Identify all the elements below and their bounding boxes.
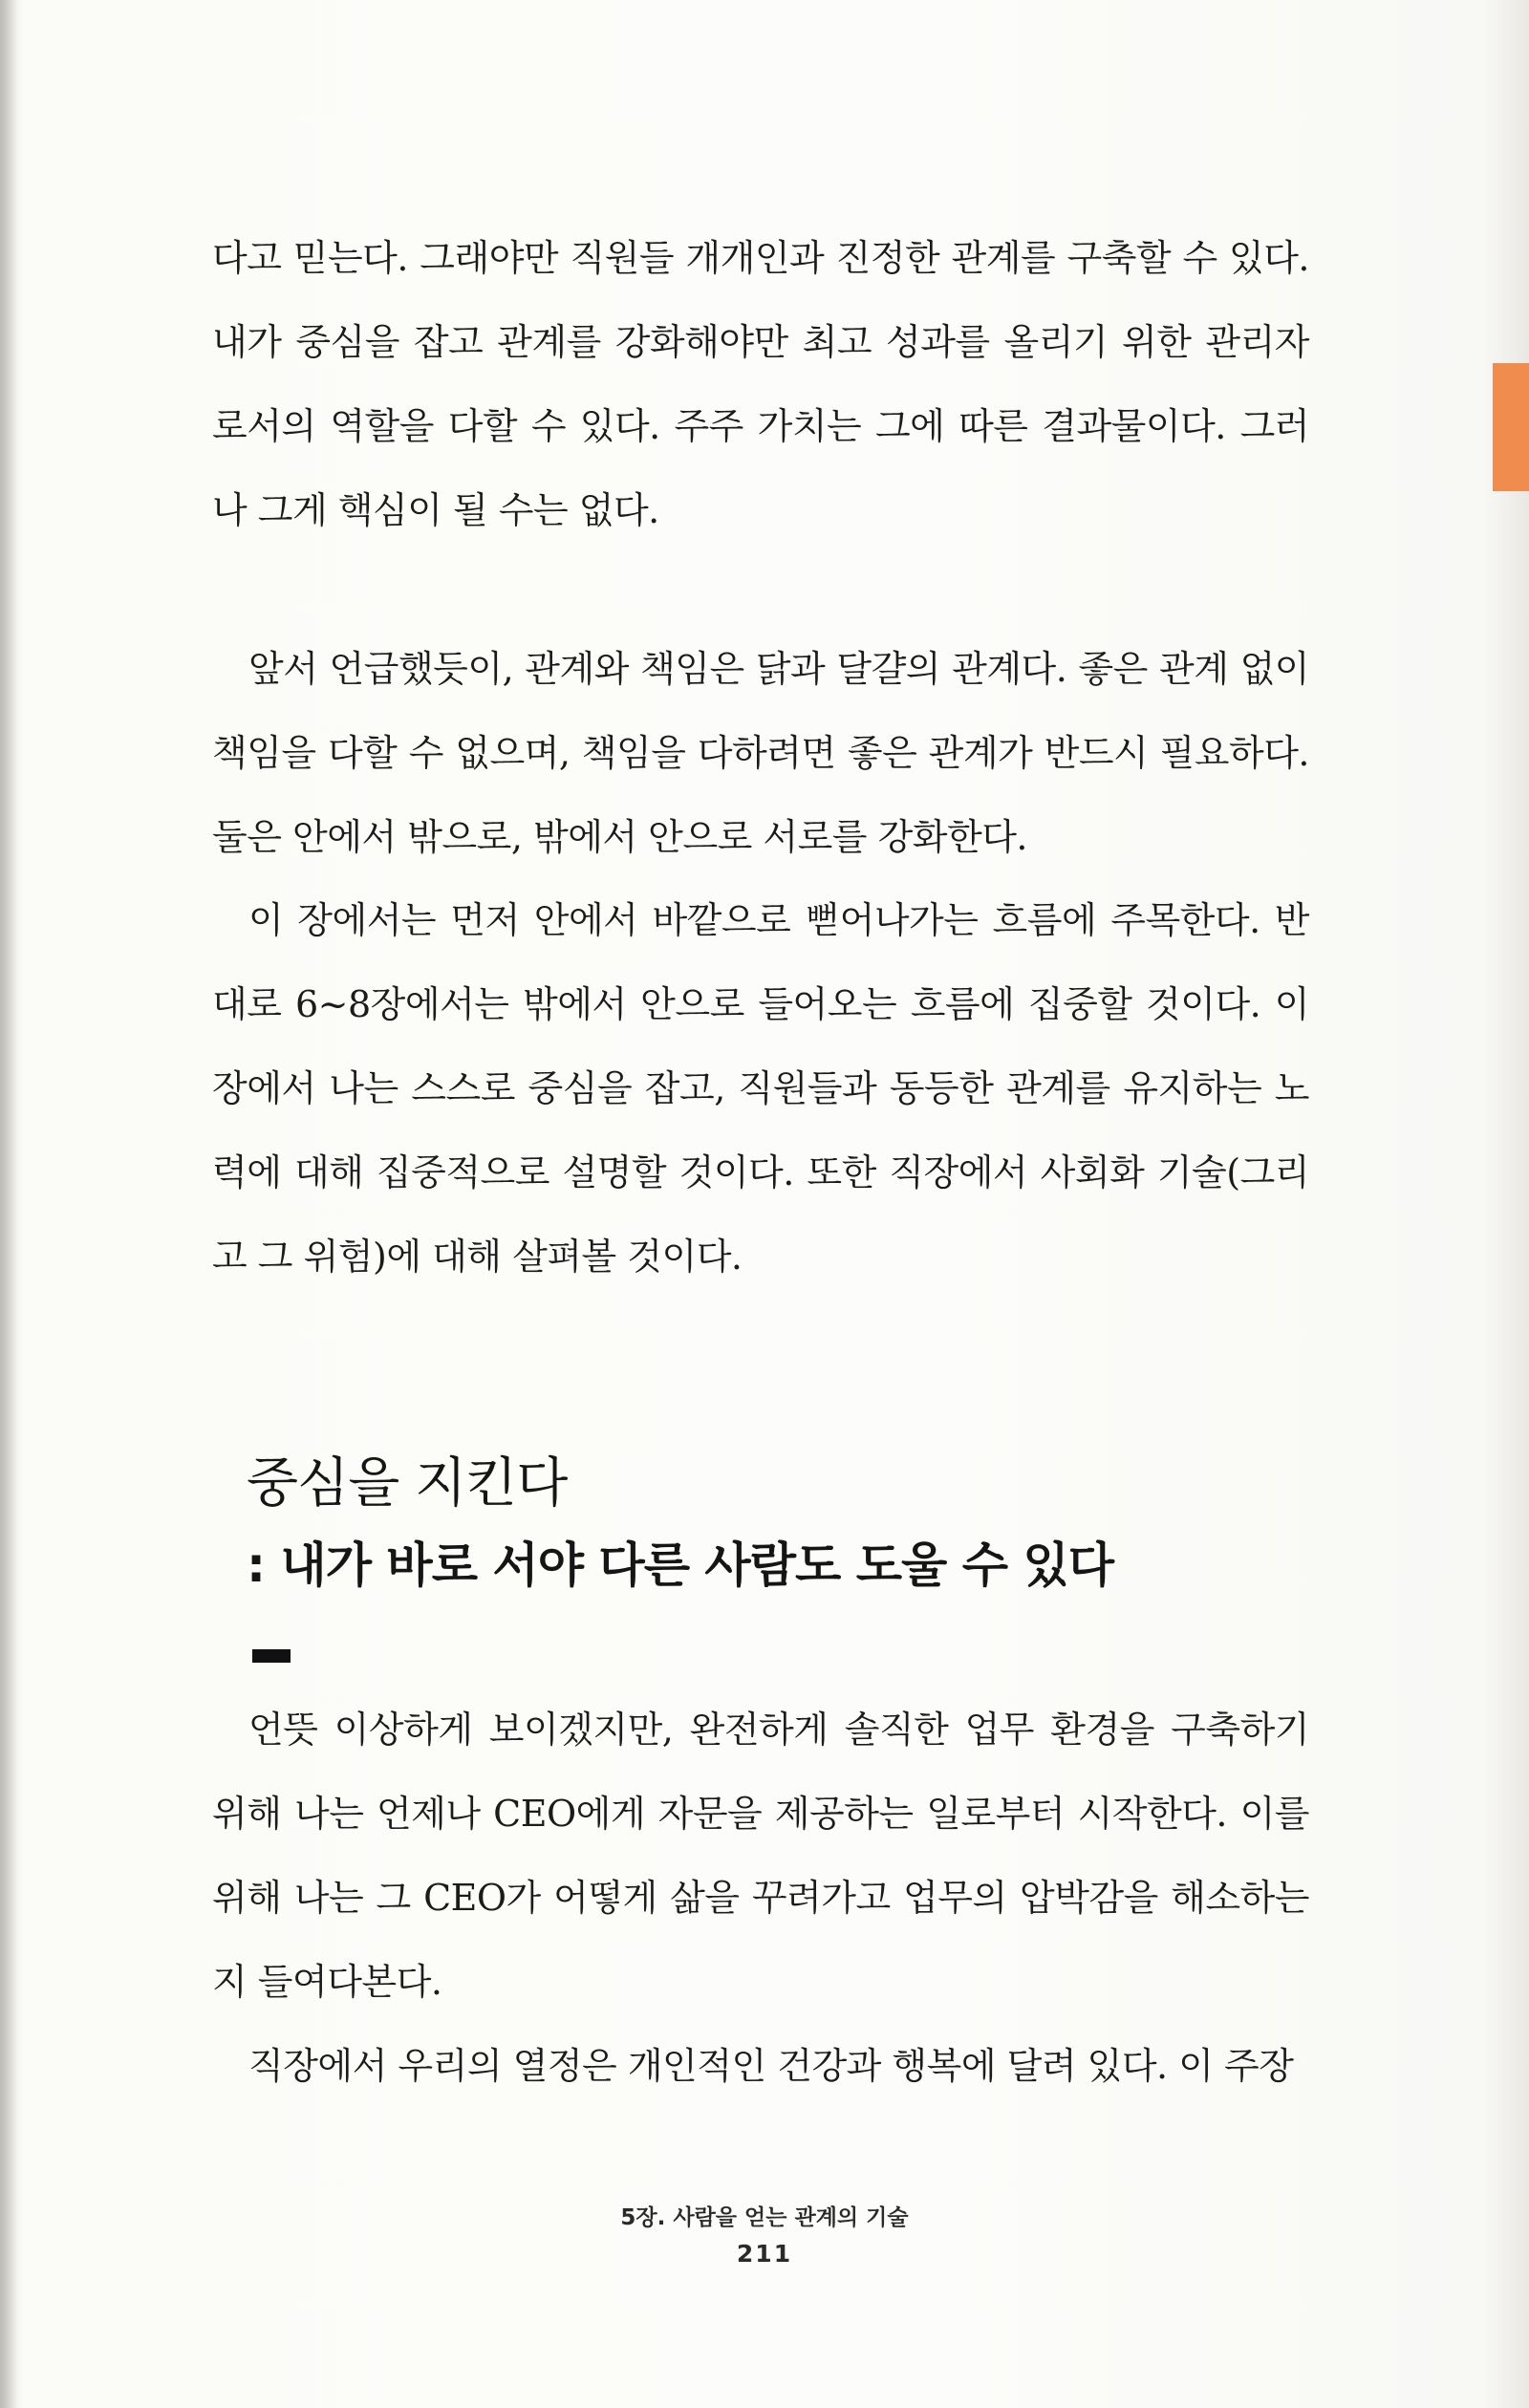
body-paragraph-4: 언뜻 이상하게 보이겠지만, 완전하게 솔직한 업무 환경을 구축하기 위해 나는 언제나 CEO에게 자문을 제공하는 일로부터 시작한다. 이를 위해 나는 그 CEO가 어떻게 삶을 꾸려가고 업무의 압박감을 해소하는지 들여다본다.	[212, 1709, 1309, 2003]
body-paragraph-2: 앞서 언급했듯이, 관계와 책임은 닭과 달걀의 관계다. 좋은 관계 없이 책임을 다할 수 없으며, 책임을 다하려면 좋은 관계가 반드시 필요하다. 둘은 안에서 밖으로, 밖에서 안으로 서로를 강화한다.	[212, 648, 1309, 858]
section-divider-bar	[252, 1649, 291, 1663]
page-number: 211	[736, 2240, 793, 2268]
running-footer-chapter-title: 5장. 사람을 얻는 관계의 기술	[620, 2205, 909, 2230]
body-paragraph-3: 이 장에서는 먼저 안에서 바깥으로 뻗어나가는 흐름에 주목한다. 반대로 6~8장에서는 밖에서 안으로 들어오는 흐름에 집중할 것이다. 이 장에서 나는 스스로 중심을 잡고, 직원들과 동등한 관계를 유지하는 노력에 대해 집중적으로 설명할 것이다. 또한 직장에서 사회화 기술(그리고 그 위험)에 대해 살펴볼 것이다.	[212, 899, 1309, 1278]
body-paragraph-5: 직장에서 우리의 열정은 개인적인 건강과 행복에 달려 있다. 이 주장	[248, 2045, 1294, 2087]
section-title: 중심을 지킨다	[247, 1452, 568, 1515]
chapter-thumb-tab	[1493, 363, 1529, 491]
binding-gutter-shadow	[0, 0, 17, 2408]
body-paragraph-1: 다고 믿는다. 그래야만 직원들 개개인과 진정한 관계를 구축할 수 있다. 내가 중심을 잡고 관계를 강화해야만 최고 성과를 올리기 위한 관리자로서의 역할을 다할 수 있다. 주주 가치는 그에 따른 결과물이다. 그러나 그게 핵심이 될 수는 없다.	[212, 237, 1309, 531]
section-subtitle: : 내가 바로 서야 다른 사람도 도울 수 있다	[247, 1537, 1114, 1593]
